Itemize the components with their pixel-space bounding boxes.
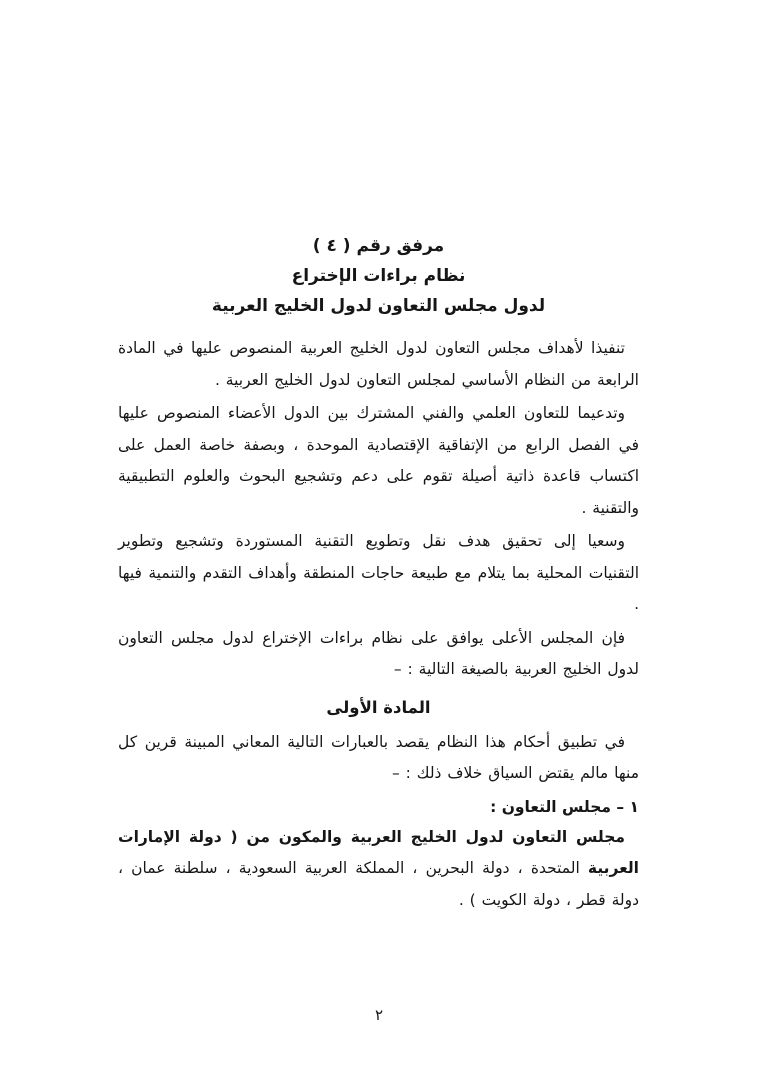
patent-regulation-title: نظام براءات الإختراع xyxy=(291,266,466,286)
article-one-intro: في تطبيق أحكام هذا النظام يقصد بالعبارات التالية المعاني المبينة قرين كل منها مالم يقتض السياق خلاف ذلك : – xyxy=(118,732,639,782)
document-content xyxy=(118,231,639,918)
gcc-states-title: لدول مجلس التعاون لدول الخليج العربية xyxy=(211,296,546,316)
definition-lead-text: مجلس التعاون لدول الخليج العربية والمكون من ( دولة الإمارات العربية xyxy=(118,827,639,877)
definition-rest-text: المتحدة ، دولة البحرين ، المملكة العربية السعودية ، سلطنة عمان ، دولة قطر ، دولة الكويت ) . xyxy=(118,859,639,909)
definition-item-number: ١ – مجلس التعاون : xyxy=(490,797,639,816)
preamble-paragraph-2: وتدعيما للتعاون العلمي والفني المشترك بين الدول الأعضاء المنصوص عليها في الفصل الرابع من الإتفاقية الإقتصادية الموحدة ، وبصفة خاصة العمل على اكتساب قاعدة ذاتية أصيلة تقوم على دعم وتشجيع البحوث والعلوم التطبيقية والتقنية . xyxy=(118,404,639,517)
preamble-paragraph-4: فإن المجلس الأعلى يوافق على نظام براءات الإختراع لدول مجلس التعاون لدول الخليج العربية بالصيغة التالية : – xyxy=(118,628,639,678)
page-number: ٢ xyxy=(374,1006,384,1024)
article-one-heading: المادة الأولى xyxy=(326,697,431,717)
definition-paragraph xyxy=(118,822,639,917)
preamble-paragraph-3: وسعيا إلى تحقيق هدف نقل وتطويع التقنية المستوردة وتشجيع وتطوير التقنيات المحلية بما يتلام مع طبيعة حاجات المنطقة وأهداف التقدم والتنمية فيها . xyxy=(118,532,639,613)
preamble-paragraph-1: تنفيذا لأهداف مجلس التعاون لدول الخليج العربية المنصوص عليها في المادة الرابعة من النظام الأساسي لمجلس التعاون لدول الخليج العربية . xyxy=(118,339,639,389)
annex-number-title: مرفق رقم ( ٤ ) xyxy=(312,236,445,256)
document-header xyxy=(118,231,639,321)
